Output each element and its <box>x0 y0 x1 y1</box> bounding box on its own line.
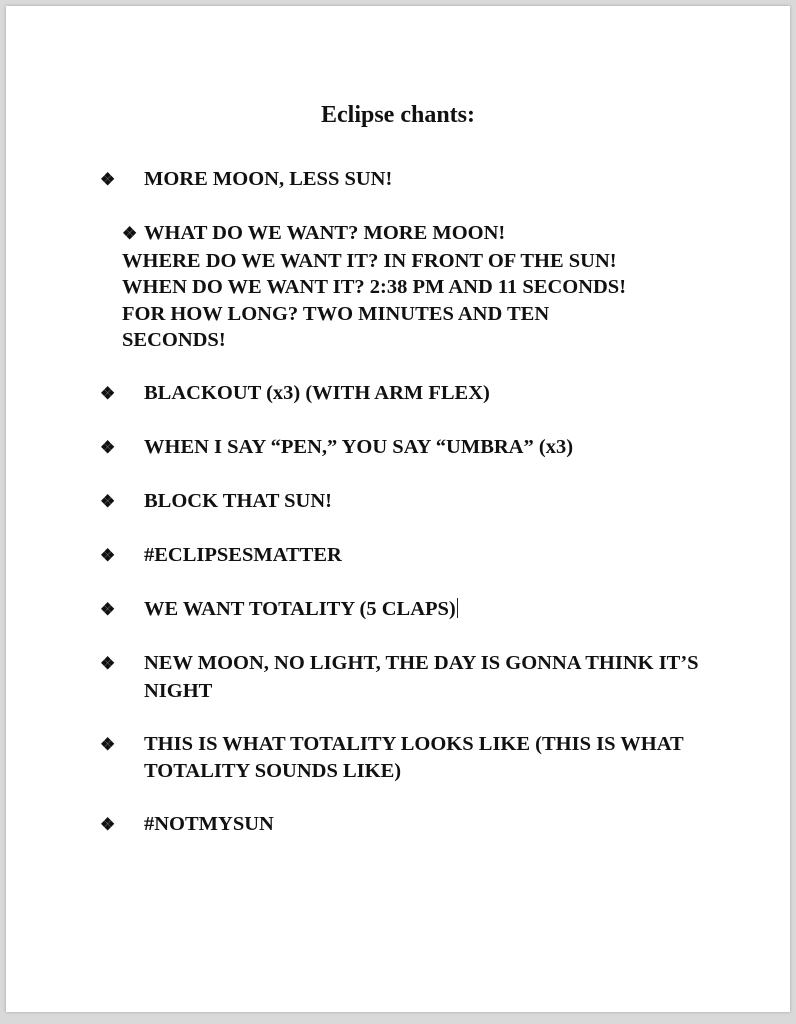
diamond-bullet-icon: ❖ <box>100 492 116 511</box>
diamond-bullet-icon: ❖ <box>100 654 116 673</box>
chant-text: THIS IS WHAT TOTALITY LOOKS LIKE (THIS IS WHAT TOTALITY SOUNDS LIKE) <box>144 732 684 782</box>
chant-text: BLACKOUT (x3) (WITH ARM FLEX) <box>144 382 490 404</box>
list-item <box>100 380 762 408</box>
chant-line: WHEN DO WE WANT IT? 2:38 PM AND 11 SECONDS! <box>122 276 627 298</box>
list-item <box>100 650 762 704</box>
list-item <box>100 434 762 462</box>
chant-text: WHEN I SAY “PEN,” YOU SAY “UMBRA” (x3) <box>144 436 574 458</box>
chant-text: BLOCK THAT SUN! <box>144 490 332 512</box>
diamond-bullet-icon: ❖ <box>100 600 116 619</box>
list-item <box>100 542 762 570</box>
text-cursor <box>457 598 458 618</box>
list-item[interactable] <box>100 596 762 624</box>
list-item <box>100 811 762 839</box>
list-item <box>100 731 762 785</box>
chant-line: FOR HOW LONG? TWO MINUTES AND TEN <box>122 302 550 325</box>
list-item <box>100 488 762 516</box>
chant-text: MORE MOON, LESS SUN! <box>144 168 393 190</box>
chant-line: SECONDS! <box>122 329 226 351</box>
chant-text: NEW MOON, NO LIGHT, THE DAY IS GONNA THINK IT’S NIGHT <box>144 652 699 702</box>
chant-line: WHAT DO WE WANT? MORE MOON! <box>144 222 506 244</box>
diamond-bullet-icon: ❖ <box>100 170 116 189</box>
diamond-bullet-icon: ❖ <box>122 224 138 243</box>
diamond-bullet-icon: ❖ <box>100 734 116 754</box>
chant-list <box>100 166 762 865</box>
diamond-bullet-icon: ❖ <box>100 438 116 457</box>
chant-text: WE WANT TOTALITY (5 CLAPS) <box>144 598 456 620</box>
list-item <box>122 220 762 354</box>
list-item <box>100 166 762 194</box>
document-page <box>6 6 790 1012</box>
chant-text: #ECLIPSESMATTER <box>144 544 342 566</box>
page-title: Eclipse chants: <box>320 102 475 128</box>
diamond-bullet-icon: ❖ <box>100 546 116 565</box>
diamond-bullet-icon: ❖ <box>100 384 116 403</box>
diamond-bullet-icon: ❖ <box>100 815 116 834</box>
chant-text: #NOTMYSUN <box>144 813 274 835</box>
chant-line: WHERE DO WE WANT IT? IN FRONT OF THE SUN! <box>122 249 617 272</box>
